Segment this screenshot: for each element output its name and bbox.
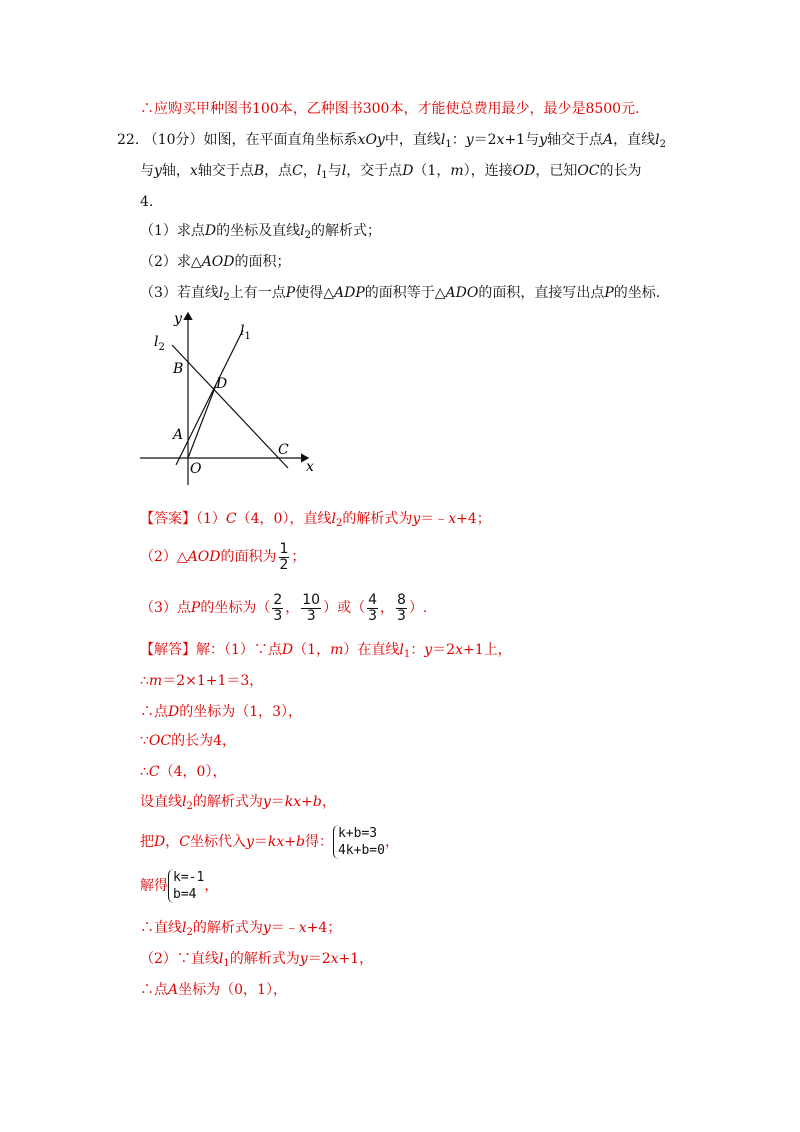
denominator: 3	[273, 607, 283, 624]
math: x	[455, 642, 463, 658]
line-l2	[172, 345, 288, 468]
subscript: 2	[659, 139, 666, 150]
text: （2）求△	[140, 254, 202, 270]
solution-line-5	[140, 762, 226, 782]
text: ∴	[140, 764, 149, 780]
text: 轴，	[161, 163, 190, 179]
math: C	[179, 834, 190, 850]
math: l	[316, 163, 322, 179]
text: +1，	[338, 951, 374, 967]
math: B	[253, 163, 265, 179]
text: 把	[140, 834, 154, 850]
fraction-one-half	[279, 542, 290, 573]
text: 坐标代入	[189, 834, 246, 850]
math: C	[225, 511, 237, 527]
text: （2）∵直线	[140, 951, 219, 967]
denominator: 3	[368, 607, 378, 624]
question-2	[140, 252, 291, 272]
math: D	[168, 704, 180, 720]
text: ；	[291, 549, 306, 565]
text: ）.	[408, 600, 428, 616]
math: b	[296, 834, 305, 850]
math: kx	[267, 834, 285, 850]
math: b	[312, 794, 322, 810]
text: 的坐标.	[613, 285, 661, 301]
point-d-label: D	[216, 376, 228, 392]
solution-line-10	[140, 949, 373, 969]
numerator: 10	[302, 591, 321, 608]
text: ∴	[140, 673, 149, 689]
math: ADO	[445, 285, 479, 301]
solution-line-9	[140, 918, 341, 938]
math: A	[603, 132, 614, 148]
text: 的解析式为	[229, 951, 300, 967]
problem-points: （10分）	[143, 132, 204, 148]
math: l	[399, 642, 404, 658]
fraction	[367, 593, 378, 624]
text: （3）若直线	[140, 285, 219, 301]
text: （2）△	[140, 549, 188, 565]
equation: 4k+b=0	[337, 843, 385, 858]
text: +	[284, 834, 296, 850]
problem-line-1	[117, 130, 666, 150]
math: A	[168, 982, 179, 998]
math: D	[281, 642, 294, 658]
solution-line-4	[140, 731, 236, 751]
math: OC	[577, 163, 600, 179]
fraction	[396, 593, 407, 624]
text: ：	[451, 132, 466, 148]
text: 的长为	[599, 163, 642, 179]
text: ，	[204, 878, 219, 894]
text: 的解析式为	[192, 920, 263, 936]
text: ，点	[264, 163, 293, 179]
text: ＝﹣	[270, 920, 299, 936]
text: ，	[285, 600, 300, 616]
text: ＝	[270, 794, 285, 810]
previous-answer-conclusion: ∴应购买甲种图书100本，乙种图书300本，才能使总费用最少，最少是8500元.	[140, 101, 640, 117]
math: l	[218, 951, 224, 967]
question-1	[140, 221, 381, 241]
subscript: 2	[335, 518, 343, 529]
text: ＝2	[432, 642, 456, 658]
math: P	[604, 285, 614, 301]
text: 轴交于点	[197, 163, 254, 179]
text: 得：	[304, 834, 333, 850]
text: 中，直线	[384, 132, 441, 148]
subscript: 2	[186, 927, 193, 938]
solution-tag: 【解答】	[140, 642, 196, 658]
text: ）在直线	[343, 642, 400, 658]
l1-label	[240, 323, 251, 342]
math: y	[299, 951, 308, 967]
numerator: 4	[368, 591, 378, 608]
text: （1）	[196, 511, 226, 527]
problem-line-2	[140, 161, 642, 181]
solution-line-2	[140, 671, 263, 691]
math: m	[148, 673, 163, 689]
text: ，	[302, 163, 317, 179]
math: l	[341, 163, 347, 179]
text: ）或（	[323, 600, 366, 616]
fraction	[301, 593, 321, 624]
x-axis-label: x	[306, 459, 314, 475]
text: 的面积，直接写出点	[478, 285, 605, 301]
text: 解得	[140, 878, 168, 894]
math: l	[440, 132, 446, 148]
numerator: 1	[279, 540, 289, 557]
solution-line-7	[140, 822, 399, 862]
solution-line-8	[140, 866, 218, 906]
math: l	[300, 223, 305, 239]
math: P	[190, 600, 201, 616]
math: x	[189, 163, 198, 179]
text: ∴点	[140, 704, 168, 720]
equation-system	[333, 825, 385, 859]
text: 设直线	[140, 794, 182, 810]
math: kx	[284, 794, 302, 810]
numerator: 8	[397, 591, 406, 608]
math: xOy	[357, 132, 385, 148]
subscript: 2	[186, 801, 193, 812]
text: （1，	[413, 163, 451, 179]
point-b-label: B	[173, 361, 184, 377]
text: 的坐标为（1，3），	[179, 704, 303, 720]
coordinate-figure	[130, 305, 330, 490]
text: 的面积等于△	[364, 285, 446, 301]
solution-line-3	[140, 702, 302, 722]
math: OC	[148, 733, 172, 749]
math: l	[182, 794, 187, 810]
text: 上有一点	[229, 285, 286, 301]
math: C	[148, 764, 160, 780]
text: ＝	[253, 834, 268, 850]
origin-label: O	[190, 461, 202, 477]
math: D	[154, 834, 166, 850]
text: 的坐标为（	[200, 600, 271, 616]
text: +	[301, 794, 313, 810]
math: ADP	[333, 285, 365, 301]
text: 与	[140, 163, 154, 179]
text: 的坐标及直线	[216, 223, 301, 239]
text: ，	[384, 834, 399, 850]
subscript: 2	[304, 230, 312, 241]
answer-part-1	[140, 509, 491, 529]
text: 的解析式为	[192, 794, 263, 810]
text: +4；	[456, 511, 491, 527]
math: l	[655, 132, 660, 148]
solution-system	[168, 869, 204, 903]
text: ，已知	[535, 163, 578, 179]
solution-line-1	[140, 640, 512, 660]
text: 的面积；	[234, 254, 291, 270]
subscript: 1	[403, 649, 411, 660]
math: x	[496, 132, 505, 148]
math: D	[402, 163, 414, 179]
text: （4，0），	[159, 764, 227, 780]
math: AOD	[201, 254, 235, 270]
text: （4，0），直线	[236, 511, 332, 527]
math: C	[292, 163, 303, 179]
text: ），连接	[463, 163, 513, 179]
segment-od	[188, 385, 216, 458]
text: 的面积为	[220, 549, 277, 565]
text: ＝﹣	[420, 511, 449, 527]
solution-line-11	[140, 980, 287, 1000]
numerator: 2	[273, 591, 283, 608]
answer-part-2	[140, 540, 305, 574]
text: ∵	[140, 733, 149, 749]
math: AOD	[187, 549, 221, 565]
text: ＝2	[473, 132, 497, 148]
subscript: 2	[223, 292, 230, 303]
text: 与	[327, 163, 342, 179]
subscript: 1	[223, 958, 230, 969]
math: m	[450, 163, 464, 179]
denominator: 2	[279, 556, 289, 573]
math: P	[285, 285, 296, 301]
text: +1上，	[462, 642, 512, 658]
text: ，	[321, 794, 336, 810]
math: l	[182, 920, 187, 936]
y-axis-label: y	[174, 311, 182, 327]
text: 坐标为（0，1），	[178, 982, 287, 998]
text: +1与	[504, 132, 540, 148]
math: y	[154, 163, 162, 179]
question-3	[140, 283, 660, 303]
math: y	[262, 920, 271, 936]
problem-line-3: 4.	[140, 194, 154, 210]
text: ＝2×1+1＝3，	[162, 673, 264, 689]
text: ∴点	[140, 982, 168, 998]
math: l	[218, 285, 224, 301]
equation: k+b=3	[337, 826, 378, 841]
math: m	[330, 642, 344, 658]
math: x	[298, 920, 307, 936]
text: 如图，在平面直角坐标系	[203, 132, 358, 148]
point-a-label: A	[173, 427, 184, 443]
fraction	[272, 593, 283, 624]
text: ：	[410, 642, 425, 658]
math: y	[465, 132, 474, 148]
text: +4；	[306, 920, 342, 936]
l1-sub: 1	[244, 331, 251, 342]
equation: k=-1	[173, 870, 205, 885]
math: l	[331, 511, 336, 527]
text: ，	[380, 600, 395, 616]
text: 使得△	[295, 285, 334, 301]
text: 的长为4，	[171, 733, 237, 749]
math: x	[448, 511, 457, 527]
line-l1	[176, 330, 243, 465]
denominator: 3	[306, 607, 316, 624]
math: y	[245, 834, 254, 850]
math: OD	[512, 163, 536, 179]
math: D	[204, 223, 217, 239]
math: y	[412, 511, 421, 527]
subscript: 1	[445, 139, 452, 150]
text: 解：（1）∵点	[196, 642, 282, 658]
l2-sub: 2	[158, 342, 165, 353]
solution-line-6	[140, 792, 336, 812]
math: y	[262, 794, 271, 810]
text: （1）求点	[140, 223, 205, 239]
l2-label	[154, 334, 165, 353]
text: 轴交于点	[547, 132, 604, 148]
text: ＝2	[307, 951, 331, 967]
l2-l: l	[154, 334, 159, 350]
text: 的解析式为	[342, 511, 413, 527]
text: （3）点	[140, 600, 191, 616]
equation: b=4	[173, 887, 197, 902]
text: ∴直线	[140, 920, 182, 936]
text: ，	[165, 834, 180, 850]
subscript: 1	[321, 170, 328, 181]
denominator: 3	[397, 607, 406, 624]
point-c-label: C	[278, 442, 289, 458]
answer-tag: 【答案】	[140, 511, 196, 527]
text: ，直线	[613, 132, 656, 148]
text: 的解析式；	[311, 223, 382, 239]
problem-number: 22.	[117, 132, 140, 148]
answer-part-3	[140, 589, 427, 627]
l1-l: l	[240, 323, 245, 339]
text: （1，	[293, 642, 331, 658]
text: ，交于点	[346, 163, 403, 179]
math: y	[424, 642, 433, 658]
math: x	[330, 951, 339, 967]
math: y	[539, 132, 548, 148]
